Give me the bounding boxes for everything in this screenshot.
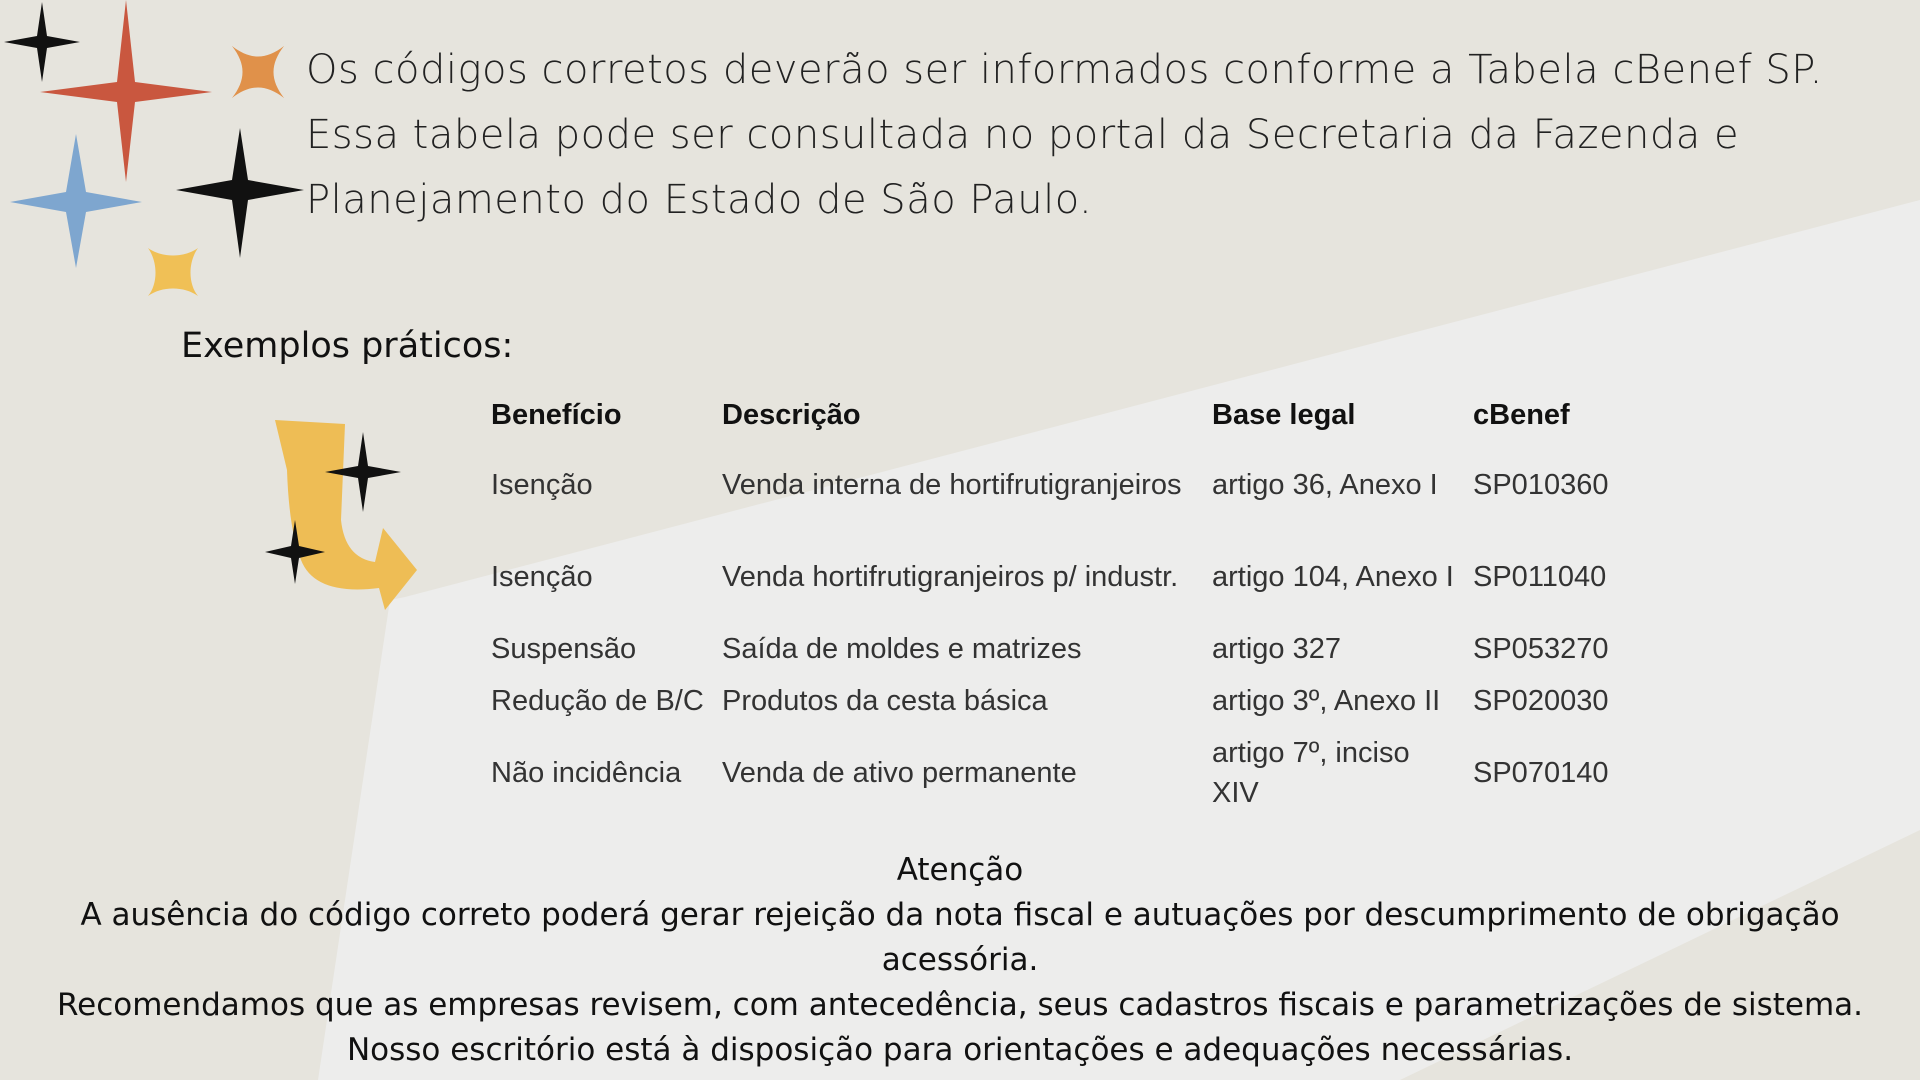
attention-line: Nosso escritório está à disposição para orientações e adequações necessárias. [346, 1032, 1574, 1068]
cell-base-legal: artigo 7º, inciso XIV [1212, 737, 1410, 809]
cell-beneficio: Não incidência [491, 757, 682, 789]
intro-text: Os códigos corretos deverão ser informados conforme a Tabela cBenef SP. Essa tabela pode ser consultada no portal da Secretaria da Fazenda e Planejamento do Estado de São Paulo. [306, 47, 1823, 223]
cell-descricao: Venda de ativo permanente [722, 757, 1077, 789]
cell-descricao: Venda interna de hortifrutigranjeiros [722, 469, 1182, 501]
cell-beneficio: Isenção [491, 469, 593, 501]
attention-title: Atenção [896, 852, 1024, 888]
table-row [488, 531, 1640, 623]
attention-section [0, 848, 1920, 1073]
table-row [488, 439, 1640, 531]
yellow-diamond-icon [148, 248, 198, 296]
cell-cbenef: SP020030 [1473, 685, 1609, 717]
attention-line: A ausência do código correto poderá gerar rejeição da nota fiscal e autuações por descumprimento de obrigação acessória. [80, 897, 1840, 978]
table-row [488, 675, 1640, 727]
blue-sparkle-icon [10, 134, 142, 268]
table-row [488, 623, 1640, 675]
cbenef-examples-table [488, 392, 1640, 819]
column-header-descricao: Descrição [722, 399, 861, 431]
cell-base-legal: artigo 327 [1212, 633, 1341, 665]
column-header-cbenef: cBenef [1473, 399, 1570, 431]
examples-heading: Exemplos práticos: [181, 326, 514, 366]
black-sparkle-icon [176, 128, 304, 258]
red-sparkle-icon [40, 0, 212, 182]
table-row [488, 727, 1640, 819]
arrow-decoration [255, 410, 425, 615]
cell-cbenef: SP070140 [1473, 757, 1609, 789]
cell-cbenef: SP011040 [1473, 561, 1607, 593]
orange-diamond-icon [232, 46, 284, 98]
attention-line: Recomendamos que as empresas revisem, com antecedência, seus cadastros fiscais e parametrizações de sistema. [56, 987, 1864, 1023]
column-header-base-legal: Base legal [1212, 399, 1356, 431]
cell-descricao: Saída de moldes e matrizes [722, 633, 1082, 665]
cell-beneficio: Isenção [491, 561, 593, 593]
cell-cbenef: SP053270 [1473, 633, 1609, 665]
cell-descricao: Produtos da cesta básica [722, 685, 1048, 717]
black-sparkle-icon [4, 2, 80, 82]
cell-cbenef: SP010360 [1473, 469, 1609, 501]
cell-beneficio: Suspensão [491, 633, 637, 665]
curved-arrow-icon [275, 420, 417, 610]
cell-base-legal: artigo 3º, Anexo II [1212, 685, 1441, 717]
column-header-beneficio: Benefício [491, 399, 622, 431]
cell-base-legal: artigo 104, Anexo I [1212, 561, 1454, 593]
cell-base-legal: artigo 36, Anexo I [1212, 469, 1438, 501]
cell-descricao: Venda hortifrutigranjeiros p/ industr. [722, 561, 1179, 593]
table-header-row [488, 392, 1640, 439]
star-cluster [0, 0, 310, 310]
cell-beneficio: Redução de B/C [491, 685, 704, 717]
